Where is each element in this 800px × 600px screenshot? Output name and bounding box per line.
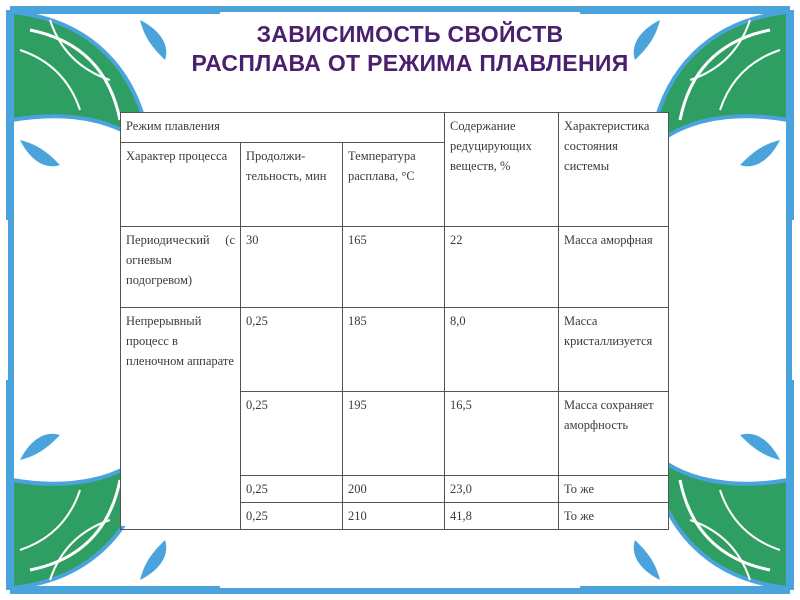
table-container <box>120 112 668 526</box>
table-row <box>121 308 669 392</box>
header-cell-reducing: Содержание редуцирующих веществ, % <box>445 113 559 227</box>
cell-state: Масса кристаллизуется <box>559 308 669 392</box>
header-cell-duration: Продолжи-тельность, мин <box>241 143 343 227</box>
cell-temperature: 210 <box>343 503 445 530</box>
header-cell-state: Характеристика состояния системы <box>559 113 669 227</box>
cell-process: Непрерывный процесс в пленочном аппарате <box>121 308 241 530</box>
cell-temperature: 165 <box>343 227 445 308</box>
cell-duration: 0,25 <box>241 503 343 530</box>
cell-process: Периодический (с огневым подогревом) <box>121 227 241 308</box>
table-row <box>121 227 669 308</box>
cell-reducing: 23,0 <box>445 476 559 503</box>
cell-state: Масса аморфная <box>559 227 669 308</box>
cell-reducing: 16,5 <box>445 392 559 476</box>
cell-duration: 0,25 <box>241 392 343 476</box>
cell-temperature: 195 <box>343 392 445 476</box>
cell-duration: 0,25 <box>241 308 343 392</box>
table-header-row <box>121 113 669 143</box>
cell-duration: 30 <box>241 227 343 308</box>
cell-state: То же <box>559 476 669 503</box>
cell-reducing: 41,8 <box>445 503 559 530</box>
cell-reducing: 22 <box>445 227 559 308</box>
slide-title-line-2: РАСПЛАВА ОТ РЕЖИМА ПЛАВЛЕНИЯ <box>191 50 629 76</box>
header-cell-mode: Режим плавления <box>121 113 445 143</box>
cell-reducing: 8,0 <box>445 308 559 392</box>
cell-duration: 0,25 <box>241 476 343 503</box>
cell-temperature: 185 <box>343 308 445 392</box>
header-cell-process: Характер процесса <box>121 143 241 227</box>
slide-title <box>100 20 720 78</box>
header-cell-temperature: Температура расплава, °С <box>343 143 445 227</box>
cell-temperature: 200 <box>343 476 445 503</box>
cell-state: То же <box>559 503 669 530</box>
slide-title-line-1: ЗАВИСИМОСТЬ СВОЙСТВ <box>256 21 564 47</box>
cell-state: Масса сохраняет аморфность <box>559 392 669 476</box>
melting-mode-table <box>120 112 669 530</box>
